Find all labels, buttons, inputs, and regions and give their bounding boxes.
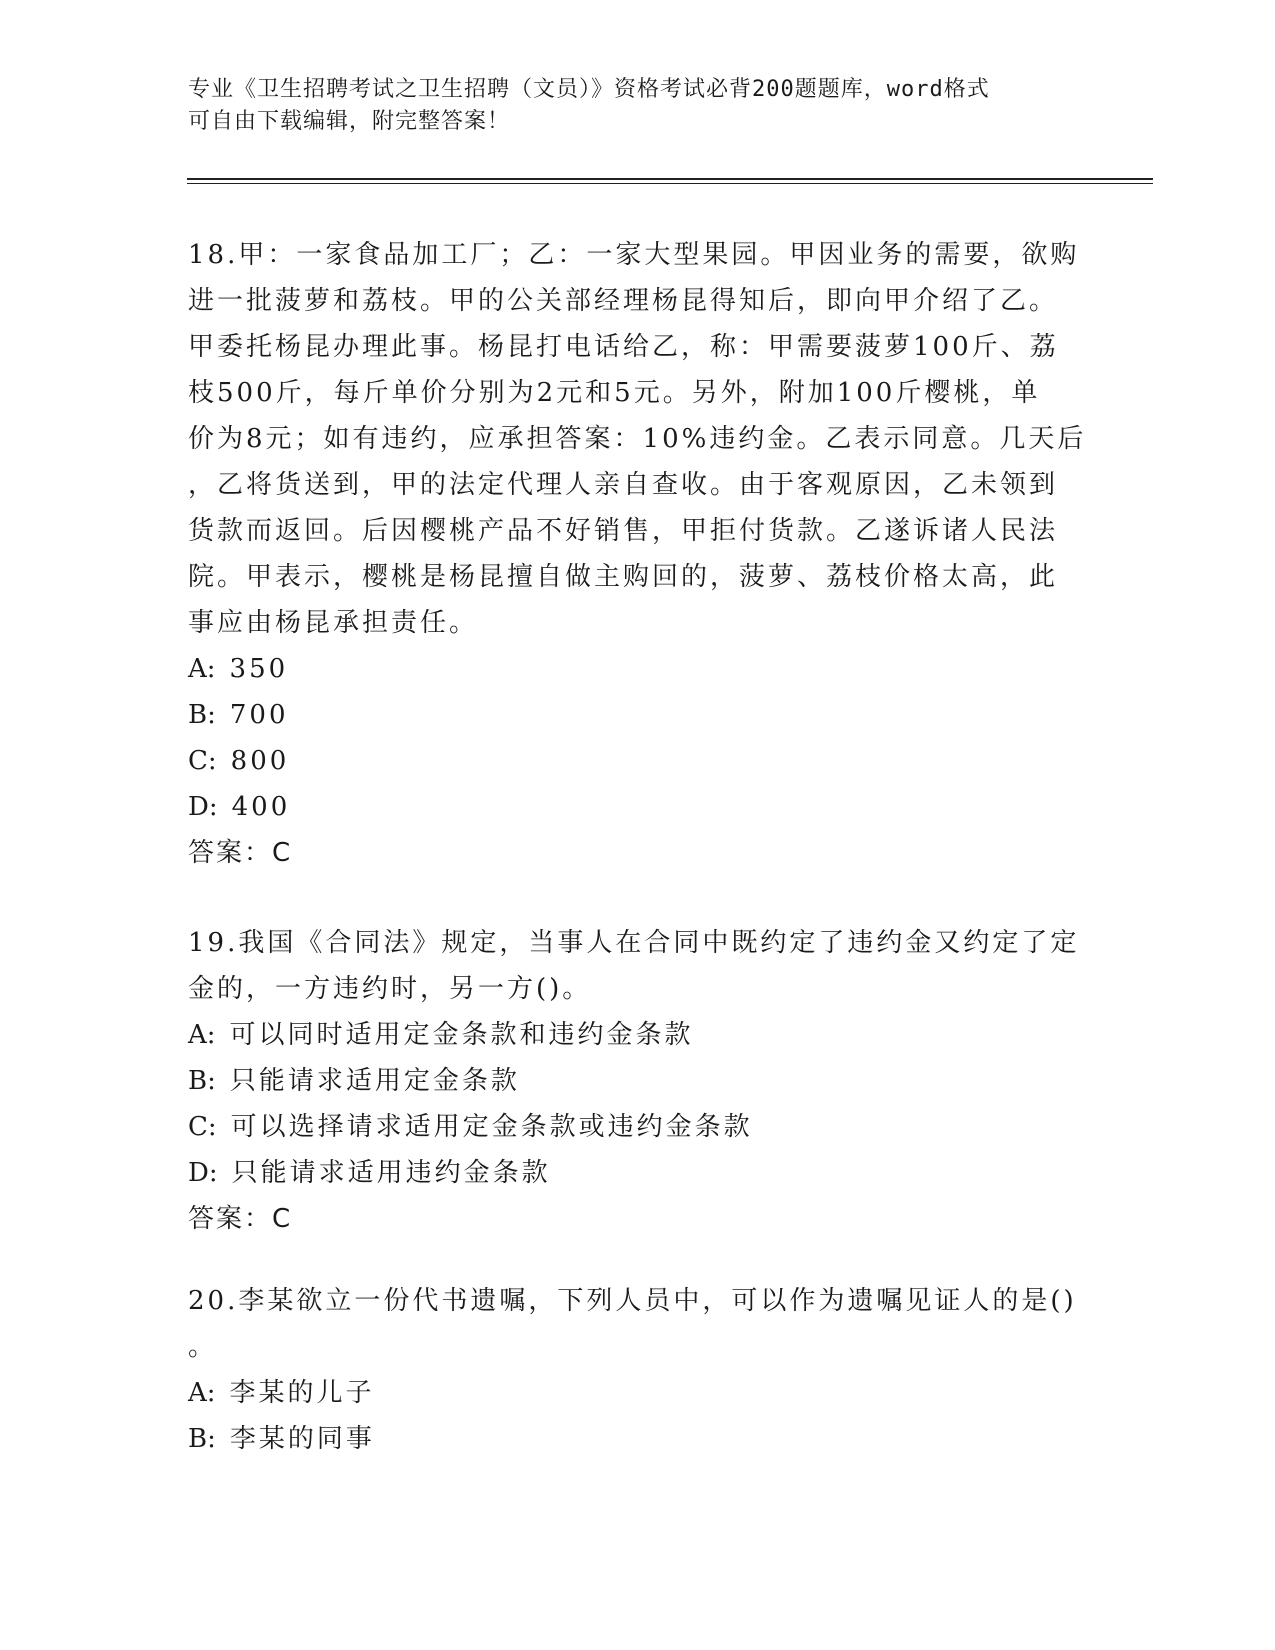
question-stem-line: 价为8元；如有违约，应承担答案：10%违约金。乙表示同意。几天后	[188, 424, 1087, 454]
option-b: B: 只能请求适用定金条款	[188, 1066, 520, 1096]
option-a: A: 350	[188, 654, 289, 684]
option-c: C: 800	[188, 746, 290, 776]
option-text: 800	[230, 746, 290, 776]
question-19	[188, 920, 1088, 1242]
question-stem-line: 甲委托杨昆办理此事。杨昆打电话给乙，称：甲需要菠萝100斤、荔	[188, 332, 1059, 362]
option-letter: D	[188, 792, 209, 822]
option-text: 李某的儿子	[229, 1378, 375, 1408]
option-b: B: 700	[188, 700, 289, 730]
option-d: D: 400	[188, 792, 291, 822]
question-18	[188, 232, 1088, 876]
header-rule-thin	[187, 183, 1153, 184]
question-20	[188, 1278, 1088, 1462]
option-text: 只能请求适用定金条款	[229, 1066, 520, 1096]
answer-line: 答案：C	[188, 1204, 293, 1234]
header-rule-thick	[187, 178, 1153, 180]
question-stem-line: 。	[188, 1332, 218, 1362]
option-text: 700	[229, 700, 289, 730]
question-stem-line: 事应由杨昆承担责任。	[188, 608, 479, 638]
option-letter: D	[188, 1158, 209, 1188]
question-stem-line: 20.李某欲立一份代书遗嘱，下列人员中，可以作为遗嘱见证人的是()	[188, 1286, 1077, 1316]
option-text: 350	[229, 654, 289, 684]
header-line-2: 可自由下载编辑，附完整答案！	[188, 109, 511, 134]
document-header	[188, 74, 1088, 138]
question-stem-line: 货款而返回。后因樱桃产品不好销售，甲拒付货款。乙遂诉诸人民法	[188, 516, 1059, 546]
option-a: A: 可以同时适用定金条款和违约金条款	[188, 1020, 694, 1050]
option-text: 李某的同事	[229, 1424, 375, 1454]
option-letter: A	[188, 1378, 207, 1408]
option-a: A: 李某的儿子	[188, 1378, 375, 1408]
question-list	[188, 232, 1088, 1462]
question-stem-line: 金的，一方违约时，另一方()。	[188, 974, 592, 1004]
header-line-1: 专业《卫生招聘考试之卫生招聘（文员）》资格考试必背200题题库，word格式	[188, 77, 990, 102]
option-d: D: 只能请求适用违约金条款	[188, 1158, 551, 1188]
option-letter: A	[188, 654, 207, 684]
question-stem-line: 院。甲表示，樱桃是杨昆擅自做主购回的，菠萝、荔枝价格太高，此	[188, 562, 1059, 592]
question-stem-line: 枝500斤，每斤单价分别为2元和5元。另外，附加100斤樱桃，单	[188, 378, 1041, 408]
option-b: B: 李某的同事	[188, 1424, 375, 1454]
option-c: C: 可以选择请求适用定金条款或违约金条款	[188, 1112, 753, 1142]
question-stem-line: 19.我国《合同法》规定，当事人在合同中既约定了违约金又约定了定	[188, 928, 1080, 958]
question-stem-line: 进一批菠萝和荔枝。甲的公关部经理杨昆得知后，即向甲介绍了乙。	[188, 286, 1059, 316]
option-letter: C	[188, 1112, 208, 1142]
option-letter: B	[188, 700, 208, 730]
option-text: 可以选择请求适用定金条款或违约金条款	[230, 1112, 753, 1142]
question-stem-line: ，乙将货送到，甲的法定代理人亲自查收。由于客观原因，乙未领到	[188, 470, 1059, 500]
option-letter: A	[188, 1020, 207, 1050]
option-letter: B	[188, 1066, 208, 1096]
option-letter: B	[188, 1424, 208, 1454]
option-text: 只能请求适用违约金条款	[231, 1158, 551, 1188]
option-text: 可以同时适用定金条款和违约金条款	[229, 1020, 694, 1050]
option-letter: C	[188, 746, 208, 776]
option-text: 400	[231, 792, 291, 822]
question-stem-line: 18.甲：一家食品加工厂；乙：一家大型果园。甲因业务的需要，欲购	[188, 240, 1080, 270]
answer-line: 答案：C	[188, 838, 293, 868]
